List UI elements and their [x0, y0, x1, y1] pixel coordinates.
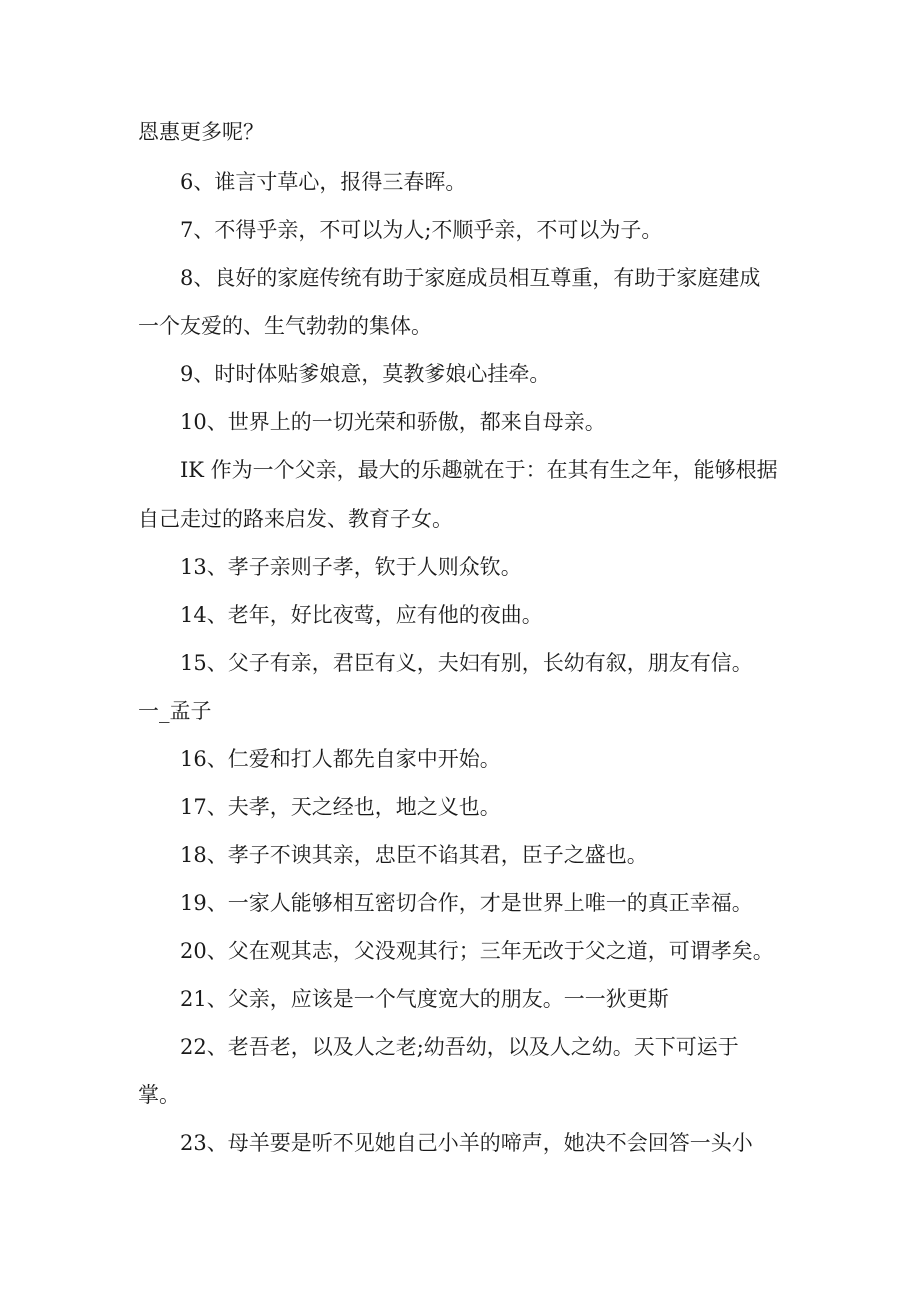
- text-line: 17、夫孝，天之经也，地之义也。: [180, 795, 501, 819]
- text-line: 18、孝子不谀其亲，忠臣不谄其君，臣子之盛也。: [180, 843, 648, 867]
- text-line: 15、父子有亲，君臣有义，夫妇有别，长幼有叙，朋友有信。: [180, 651, 753, 675]
- text-line: 21、父亲，应该是一个气度宽大的朋友。一一狄更斯: [180, 987, 669, 1011]
- text-line: 6、谁言寸草心，报得三春晖。: [180, 170, 467, 194]
- text-line: 一_孟子: [138, 699, 212, 723]
- text-line: 16、仁爱和打人都先自家中开始。: [180, 747, 501, 771]
- text-line: IK 作为一个父亲，最大的乐趣就在于：在其有生之年，能够根据: [180, 458, 778, 482]
- text-line: 掌。: [138, 1083, 180, 1107]
- text-line: 10、世界上的一切光荣和骄傲，都来自母亲。: [180, 410, 606, 434]
- text-line: 自己走过的路来启发、教育子女。: [138, 507, 453, 531]
- text-line: 14、老年，好比夜莺，应有他的夜曲。: [180, 603, 543, 627]
- text-line: 恩惠更多呢？: [138, 120, 264, 144]
- text-line: 9、时时体贴爹娘意，莫教爹娘心挂牵。: [180, 362, 551, 386]
- text-line: 一个友爱的、生气勃勃的集体。: [138, 314, 432, 338]
- text-line: 23、母羊要是听不见她自己小羊的啼声，她决不会回答一头小: [180, 1131, 753, 1155]
- text-line: 13、孝子亲则子孝，钦于人则众钦。: [180, 555, 522, 579]
- text-line: 20、父在观其志，父没观其行；三年无改于父之道，可谓孝矣。: [180, 939, 774, 963]
- text-line: 19、一家人能够相互密切合作，才是世界上唯一的真正幸福。: [180, 891, 753, 915]
- text-line: 7、不得乎亲，不可以为人;不顺乎亲，不可以为子。: [180, 218, 663, 242]
- text-line: 22、老吾老，以及人之老;幼吾幼，以及人之幼。天下可运于: [180, 1035, 739, 1059]
- text-line: 8、良好的家庭传统有助于家庭成员相互尊重，有助于家庭建成: [180, 266, 761, 290]
